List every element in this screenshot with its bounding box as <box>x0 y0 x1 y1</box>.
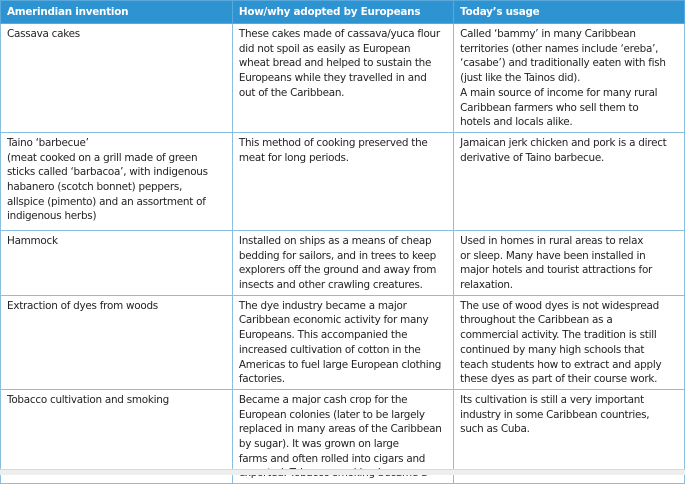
cell-text-line: territories (other names include ‘ereba’, <box>460 42 659 55</box>
cell-text-line: Cassava cakes <box>7 28 80 40</box>
cell-text-line: wheat bread and helped to sustain the <box>238 57 432 70</box>
table-header-row <box>1 1 685 24</box>
cell-text-line: habanero (scotch bonnet) peppers, <box>7 181 183 194</box>
cell-text-line: relaxation. <box>460 279 513 292</box>
table-row <box>1 132 685 230</box>
cell-text-line: commercial activity. The tradition is still <box>460 329 657 342</box>
cell-text-line: out of the Caribbean. <box>238 86 345 99</box>
table-row <box>1 230 685 295</box>
cell-invention <box>1 24 233 133</box>
cell-text-line: Hammock <box>7 234 58 247</box>
cell-text-line: These cakes made of cassava/yuca flour <box>238 28 440 40</box>
cell-adoption <box>232 295 453 389</box>
cell-text-line: Caribbean farmers who sell them to <box>460 101 639 114</box>
cell-text-line: A main source of income for many rural <box>460 86 658 99</box>
cell-adoption <box>232 24 453 133</box>
cell-text-line: teach students how to extract and apply <box>460 358 662 371</box>
cell-usage <box>454 295 685 389</box>
cell-text-line: Became a major cash crop for the <box>238 393 408 406</box>
cell-text-line: increased cultivation of cotton in the <box>238 343 421 356</box>
cell-text-line: (just like the Tainos did). <box>460 72 581 85</box>
page-bottom-edge <box>0 469 685 475</box>
cell-text-line: ‘casabe’) and traditionally eaten with fish <box>460 57 666 70</box>
cell-text-line: (meat cooked on a grill made of green <box>7 151 198 164</box>
cell-text-line: sticks called ‘barbacoa’, with indigenous <box>7 166 208 179</box>
cell-adoption <box>232 230 453 295</box>
cell-invention <box>1 295 233 389</box>
header-amerindian-invention: Amerindian invention <box>1 1 233 24</box>
cell-text-line: Its cultivation is still a very important <box>460 393 644 406</box>
cell-text-line: bedding for sailors, and in trees to keep <box>238 249 436 262</box>
cell-text-line: replaced in many areas of the Caribbean <box>238 423 442 436</box>
cell-text-line: such as Cuba. <box>460 423 530 436</box>
cell-text-line: allspice (pimento) and an assortment of <box>7 195 206 208</box>
cell-text-line: Europeans. This accompanied the <box>238 329 408 342</box>
cell-text-line: did not spoil as easily as European <box>238 42 411 55</box>
cell-text-line: indigenous herbs) <box>7 210 97 223</box>
cell-text-line: continued by many high schools that <box>460 343 645 356</box>
cell-text-line: explorers off the ground and away from <box>238 264 437 277</box>
cell-text-line: Called ‘bammy’ in many Caribbean <box>460 28 636 40</box>
cell-usage <box>454 230 685 295</box>
cell-usage <box>454 132 685 230</box>
header-todays-usage: Today’s usage <box>454 1 685 24</box>
cell-text-line: Taino ‘barbecue’ <box>7 136 89 149</box>
cell-text-line: major hotels and tourist attractions for <box>460 264 653 277</box>
cell-text-line: Europeans while they travelled in and <box>238 72 427 85</box>
cell-text-line: Tobacco cultivation and smoking <box>7 393 169 406</box>
cell-text-line: Caribbean economic activity for many <box>238 314 429 327</box>
cell-text-line: Americas to fuel large European clothing <box>238 358 442 371</box>
cell-text-line: by sugar). It was grown on large <box>238 438 399 451</box>
cell-text-line: Used in homes in rural areas to relax <box>460 234 644 247</box>
cell-text-line: meat for long periods. <box>238 151 349 164</box>
cell-invention <box>1 230 233 295</box>
cell-text-line: This method of cooking preserved the <box>238 136 428 149</box>
table-row <box>1 24 685 133</box>
cell-text-line: hotels and locals alike. <box>460 116 573 129</box>
cell-text-line: farms and often rolled into cigars and <box>238 452 426 465</box>
cell-text-line: throughout the Caribbean as a <box>460 314 613 327</box>
cell-text-line: factories. <box>238 373 285 386</box>
cell-text-line: Installed on ships as a means of cheap <box>238 234 432 247</box>
cell-text-line: European colonies (later to be largely <box>238 408 425 421</box>
table-row <box>1 295 685 389</box>
cell-invention <box>1 132 233 230</box>
cell-usage <box>454 24 685 133</box>
cell-text-line: insects and other crawling creatures. <box>238 279 423 292</box>
cell-text-line: Jamaican jerk chicken and pork is a direct <box>460 136 667 149</box>
cell-text-line: these dyes as part of their course work. <box>460 373 658 386</box>
cell-text-line: or sleep. Many have been installed in <box>460 249 646 262</box>
cell-text-line: Extraction of dyes from woods <box>7 299 158 312</box>
cell-text-line: industry in some Caribbean countries, <box>460 408 650 421</box>
header-adoption: How/why adopted by Europeans <box>232 1 453 24</box>
cell-text-line: derivative of Taino barbecue. <box>460 151 605 164</box>
cell-adoption <box>232 132 453 230</box>
cell-text-line: The dye industry became a major <box>238 299 407 312</box>
cell-text-line: The use of wood dyes is not widespread <box>460 299 659 312</box>
